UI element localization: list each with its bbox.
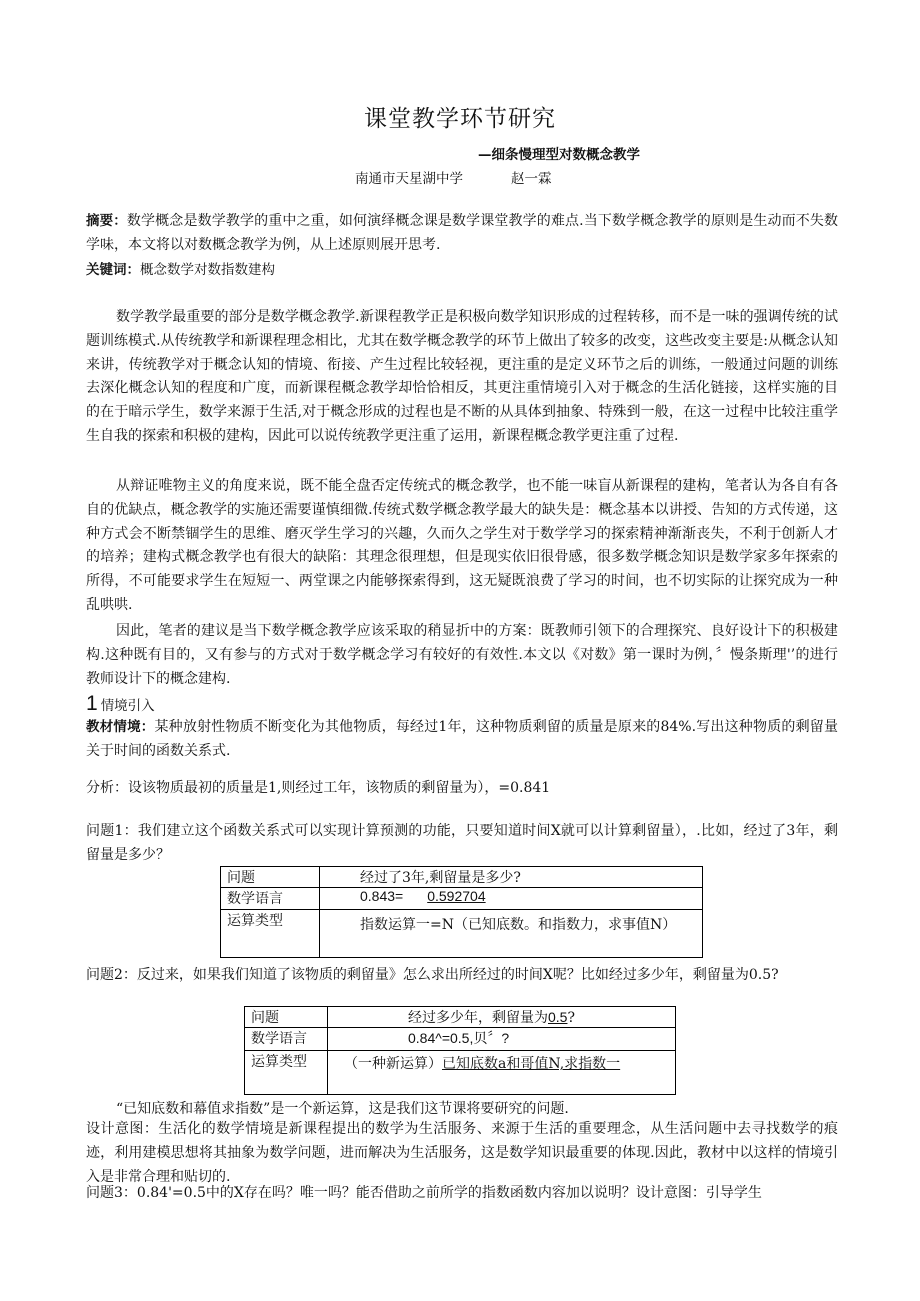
table2-question-text: 经过多少年，剩留量为 [408, 1010, 548, 1026]
table2-value-op [328, 1051, 676, 1095]
doc-subtitle: —细条慢理型对数概念教学 [478, 147, 640, 163]
table-2 [244, 1006, 676, 1095]
table2-op-prefix: （一种新运算） [344, 1056, 442, 1072]
paragraph-3: 因此，笔者的建议是当下数学概念教学应该采取的稍显折中的方案：既教师引领下的合理探究、良好设计下的积极建构.这种既有目的，又有参与的方式对于数学概念学习有较好的有效性.本文以《对数》第一课时为例，〞慢条斯理'’的进行教师设计下的概念建构. [86, 623, 838, 687]
table1-label-op: 运算类型 [221, 910, 320, 958]
table1-label-math: 数学语言 [221, 888, 320, 910]
section-heading-1 [86, 692, 155, 716]
author-school: 南通市天星湖中学 [355, 171, 463, 187]
section-number: 1 [86, 692, 98, 715]
design-intent: 设计意图：生活化的数学情境是新课程提出的数学为生活服务、来源于生活的重要理念，从生活问题中去寻找数学的痕迹，利用建模思想将其抽象为数学问题，进而解决为生活服务，这是数学知识最重要的体现.因此，教材中以这样的情境引入是非常合理和贴切的. [86, 1121, 838, 1185]
analysis: 分析：设该物质最初的质量是1,则经过工年，该物质的剩留量为），=0.841 [86, 780, 551, 796]
paragraph-2: 从辩证唯物主义的角度来说，既不能全盘否定传统式的概念教学，也不能一味盲从新课程的建构，笔者认为各自有各自的优缺点，概念教学的实施还需要谨慎细微.传统式数学概念教学最大的缺失是：概念基本以讲授、告知的方式传递，这种方式会不断禁锢学生的思维、磨灭学生学习的兴趣，久而久之学生对于数学学习的探索精神渐渐丧失，不利于创新人才的培养；建构式概念教学也有很大的缺陷：其理念很理想，但是现实依旧很骨感，很多数学概念知识是数学家多年探索的所得，不可能要求学生在短短一、两堂课之内能够探索得到，这无疑既浪费了学习的时间，也不切实际的让探究成为一种乱哄哄. [86, 478, 838, 613]
table2-label-op: 运算类型 [245, 1051, 328, 1095]
table1-value-question: 经过了3年,剩留量是多少? [320, 867, 703, 888]
question-3: 问题3：0.84'=0.5中的X存在吗？唯一吗？能否借助之前所学的指数函数内容加以说明？设计意图：引导学生 [86, 1185, 762, 1201]
table-1 [220, 866, 703, 958]
table2-value-question [328, 1007, 676, 1028]
author-name: 赵一霖 [511, 171, 552, 187]
keywords-text: 概念数学对数指数建构 [140, 262, 275, 277]
table1-label-question: 问题 [221, 867, 320, 888]
keywords [86, 258, 838, 283]
table2-question-mark: ? [567, 1010, 575, 1026]
author-line [355, 167, 552, 187]
abstract-text: 数学概念是数学教学的重中之重，如何演绎概念课是数学课堂教学的难点.当下数学概念教学的原则是生动而不失数学味，本文将以对数概念教学为例，从上述原则展开思考. [86, 213, 839, 253]
table2-question-value: 0.5 [548, 1009, 568, 1025]
material-text: 某种放射性物质不断变化为其他物质，每经过1年，这种物质剩留的质量是原来的84%.写出这种物质的剩留量关于时间的函数关系式. [86, 719, 838, 759]
table2-label-math: 数学语言 [245, 1028, 328, 1051]
table1-value-op: 指数运算一=N（已知底数。和指数力，求事值N） [320, 910, 703, 958]
paragraph-1: 数学教学最重要的部分是数学概念教学.新课程教学正是积极向数学知识形成的过程转移，而不是一味的强调传统的试题训练模式.从传统教学和新课程理念相比，尤其在数学概念教学的环节上做出了较多的改变，这些改变主要是:从概念认知来讲，传统教学对于概念认知的情境、衔接、产生过程比较轻视，更注重的是定义环节之后的训练，一般通过问题的训练去深化概念认知的程度和广度，而新课程概念教学却恰恰相反，其更注重情境引入对于概念的生活化链接，这样实施的目的在于暗示学生，数学来源于生活,对于概念形成的过程也是不断的从具体到抽象、特殊到一般，在这一过程中比较注重学生自我的探索和积极的建构，因此可以说传统教学更注重了运用，新课程概念教学更注重了过程. [86, 309, 838, 444]
question-2: 问题2：反过来，如果我们知道了该物质的剩留量》怎么求出所经过的时间X呢？比如经过多少年，剩留量为0.5? [86, 967, 779, 983]
table2-value-math: 0.84^=0.5,贝〞? [328, 1028, 676, 1051]
table1-value-math [320, 888, 703, 910]
material-label: 教材情境： [86, 719, 155, 735]
table1-math-expr: 0.843= [360, 888, 404, 904]
abstract [86, 210, 838, 258]
table2-label-question: 问题 [245, 1007, 328, 1028]
keywords-label: 关键词： [86, 262, 140, 278]
question-1: 问题1：我们建立这个函数关系式可以实现计算预测的功能，只要知道时间X就可以计算剩留量），.比如，经过了3年，剩留量是多少？ [86, 823, 838, 863]
section-title: 情境引入 [100, 698, 155, 714]
note: “已知底数和幕值求指数”是一个新运算，这是我们这节课将要研究的问题. [116, 1101, 569, 1117]
table2-op-text: 已知底数a和哥值N,求指数一 [442, 1056, 621, 1072]
doc-title: 课堂教学环节研究 [364, 106, 556, 132]
material-context [86, 716, 838, 764]
table1-math-result: 0.592704 [427, 888, 486, 904]
abstract-label: 摘要： [86, 213, 127, 229]
